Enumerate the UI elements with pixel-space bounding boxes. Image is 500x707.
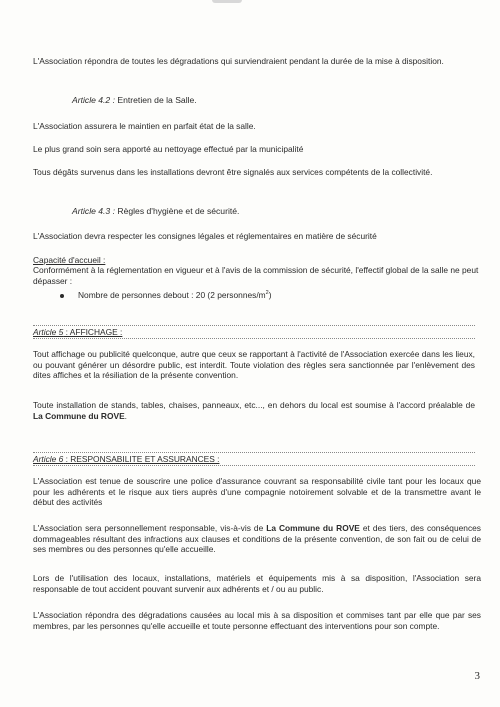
article-6-heading [33,452,475,466]
paragraph-installation-stands [33,400,475,421]
page-number: 3 [474,670,480,682]
article-4-2-number: Article 4.2 : [72,95,115,105]
article-5-number: Article 5 [33,327,64,337]
article-6-title: : RESPONSABILITE ET ASSURANCES : [63,454,220,464]
scan-mark [212,0,242,3]
article-4-3-title: Règles d'hygiène et de sécurité. [115,206,240,216]
article-4-3-number: Article 4.3 : [72,206,115,216]
paragraph-degats-signales: Tous dégâts survenus dans les installations devront être signalés aux services compétents de la collectivité. [33,167,433,177]
article-5-title: : AFFICHAGE : [63,327,123,337]
paragraph-installation-end: . [124,410,127,421]
article-4-2-heading [72,95,197,106]
paragraph-degradations-mise-a-disposition: L'Association répondra de toutes les dégradations qui surviendraient pendant la durée de la mise à disposition. [33,56,444,66]
paragraph-responsabilite [33,523,481,555]
paragraph-assurance: L'Association est tenue de souscrire une police d'assurance couvrant sa responsabilité civile tant pour les locaux que pour les adhérents et le risque aux tiers auprès d'une compagnie notoirement solvable et de la transmettre avant le début des activités [33,476,481,508]
paragraph-degradations-local: L'Association répondra des dégradations causées au local mis à sa disposition et commises tant par elle que par ses membres, par les personnes qu'elle accueille et toute personne effectuant des interventions pour son compte. [33,610,481,631]
capacite-bullet-end: ) [268,289,272,300]
capacite-bullet [60,288,271,300]
article-4-2-title: Entretien de la Salle. [115,95,197,105]
paragraph-responsabilite-text: L'Association sera personnellement responsable, vis-à-vis de [33,523,267,533]
paragraph-utilisation-locaux: Lors de l'utilisation des locaux, installations, matériels et équipements mis à sa disposition, l'Association sera responsable de tout accident pouvant survenir aux adhérents et / ou au public. [33,573,481,594]
paragraph-consignes-securite: L'Association devra respecter les consignes légales et réglementaires en matière de sécurité [33,231,377,241]
capacite-bullet-text: Nombre de personnes debout : 20 (2 personnes/m [78,289,266,300]
bullet-icon [60,294,64,298]
capacite-accueil-title: Capacité d'accueil : [33,255,106,265]
paragraph-installation-text: Toute installation de stands, tables, chaises, panneaux, etc..., en dehors du local est soumise à l'accord préalable de [33,400,475,410]
article-6-number: Article 6 [33,454,64,464]
capacite-bullet-sup: 2 [265,290,269,296]
paragraph-responsabilite-end: et des tiers, des conséquences dommageables résultant des infractions aux clauses et conditions de la présente convention, de son fait ou de celui de ses membres ou des personnes qu'elle accueille. [33,523,481,555]
commune-name: La Commune du ROVE [33,410,125,421]
article-5-heading [33,325,475,339]
paragraph-maintien-etat: L'Association assurera le maintien en parfait état de la salle. [33,121,256,131]
capacite-accueil-text: Conformément à la réglementation en vigueur et à l'avis de la commission de sécurité, l'effectif global de la salle ne peut dépasser : [33,265,479,286]
article-4-3-heading [72,206,239,217]
commune-name-2: La Commune du ROVE [266,523,360,533]
paragraph-affichage: Tout affichage ou publicité quelconque, autre que ceux se rapportant à l'activité de l'Association exercée dans les lieux, ou pouvant générer un désordre public, est interdit. Toute violation des règles sera sanctionnée par l'enlèvement des dites affiches et la résiliation de la présente convention. [33,349,475,381]
paragraph-nettoyage: Le plus grand soin sera apporté au nettoyage effectué par la municipalité [33,144,304,154]
